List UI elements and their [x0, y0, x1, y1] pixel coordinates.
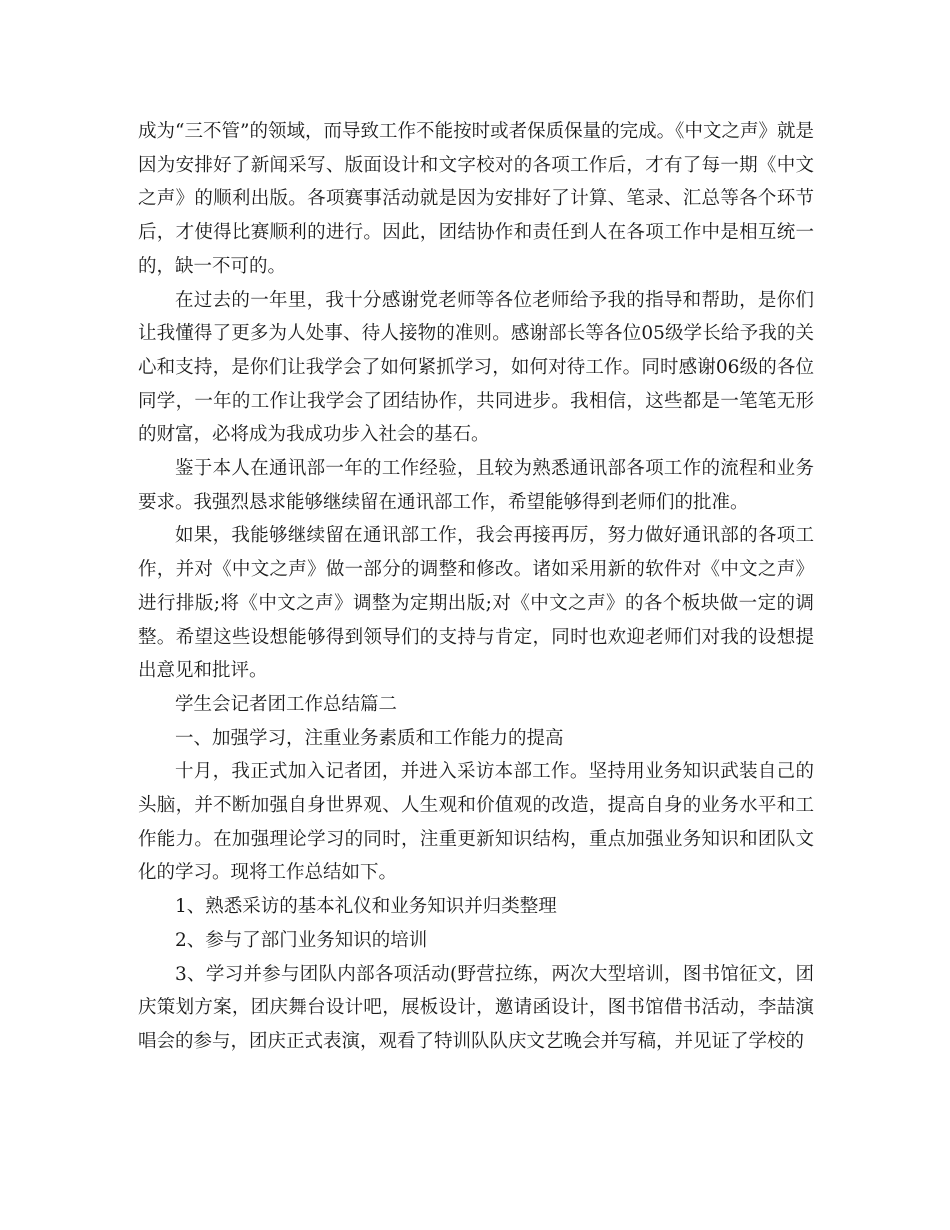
- paragraph-request: 鉴于本人在通讯部一年的工作经验，且较为熟悉通讯部各项工作的流程和业务要求。我强烈恳求能够继续留在通讯部工作，希望能够得到老师们的批准。: [138, 458, 814, 513]
- document-body: [138, 115, 814, 1059]
- paragraph-intro: 十月，我正式加入记者团，并进入采访本部工作。坚持用业务知识武装自己的头脑，并不断加强自身世界观、人生观和价值观的改造，提高自身的业务水平和工作能力。在加强理论学习的同时，注重更新知识结构，重点加强业务知识和团队文化的学习。现将工作总结如下。: [138, 761, 814, 884]
- subsection-heading: 一、加强学习，注重业务素质和工作能力的提高: [175, 727, 564, 749]
- list-item: 3、学习并参与团队内部各项活动(野营拉练，两次大型培训，图书馆征文，团庆策划方案，团庆舞台设计吧，展板设计，邀请函设计，图书馆借书活动，李喆演唱会的参与，团庆正式表演，观看了特训队队庆文艺晚会并写稿，并见证了学校的: [138, 963, 814, 1052]
- list-item: 2、参与了部门业务知识的培训: [175, 929, 428, 951]
- paragraph-plans: 如果，我能够继续留在通讯部工作，我会再接再厉，努力做好通讯部的各项工作，并对《中文之声》做一部分的调整和修改。诸如采用新的软件对《中文之声》进行排版;将《中文之声》调整为定期出版;对《中文之声》的各个板块做一定的调整。希望这些设想能够得到领导们的支持与肯定，同时也欢迎老师们对我的设想提出意见和批评。: [138, 525, 814, 682]
- section-title: 学生会记者团工作总结篇二: [175, 693, 398, 715]
- paragraph-thanks: 在过去的一年里，我十分感谢党老师等各位老师给予我的指导和帮助，是你们让我懂得了更多为人处事、待人接物的准则。感谢部长等各位05级学长给予我的关心和支持，是你们让我学会了如何紧抓学习，如何对待工作。同时感谢06级的各位同学，一年的工作让我学会了团结协作，共同进步。我相信，这些都是一笔笔无形的财富，必将成为我成功步入社会的基石。: [138, 289, 814, 446]
- list-item: 1、熟悉采访的基本礼仪和业务知识并归类整理: [175, 896, 557, 918]
- paragraph-continuation: 成为“三不管”的领域，而导致工作不能按时或者保质保量的完成。《中文之声》就是因为安排好了新闻采写、版面设计和文字校对的各项工作后，才有了每一期《中文之声》的顺利出版。各项赛事活动就是因为安排好了计算、笔录、汇总等各个环节后，才使得比赛顺利的进行。因此，团结协作和责任到人在各项工作中是相互统一的，缺一不可的。: [138, 121, 814, 277]
